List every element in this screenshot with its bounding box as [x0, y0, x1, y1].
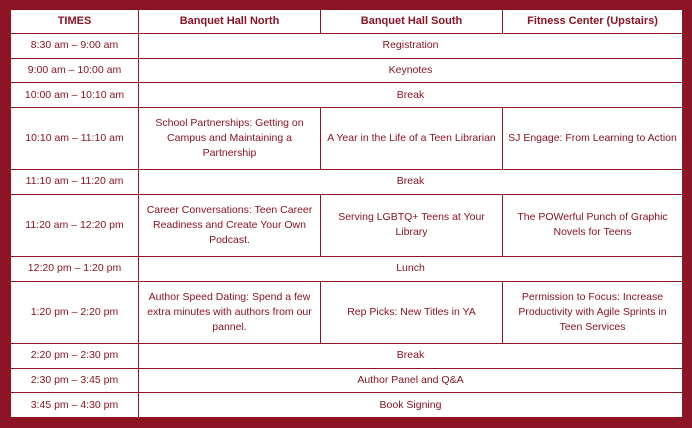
- time-slot: 2:20 pm – 2:30 pm: [11, 343, 139, 368]
- table-row: [11, 368, 683, 393]
- table-row: [11, 58, 683, 83]
- time-slot: 9:00 am – 10:00 am: [11, 58, 139, 83]
- session-all-rooms: Book Signing: [139, 393, 683, 418]
- column-header-banquet-hall-north: Banquet Hall North: [139, 10, 321, 34]
- header-row: [11, 10, 683, 34]
- session-banquet-hall-north: School Partnerships: Getting on Campus and Maintaining a Partnership: [139, 108, 321, 170]
- column-header-fitness-center: Fitness Center (Upstairs): [503, 10, 683, 34]
- table-row: [11, 393, 683, 418]
- session-all-rooms: Break: [139, 83, 683, 108]
- table-row: [11, 194, 683, 256]
- table-row: [11, 343, 683, 368]
- session-banquet-hall-north: Author Speed Dating: Spend a few extra minutes with authors from our pannel.: [139, 281, 321, 343]
- session-fitness-center: SJ Engage: From Learning to Action: [503, 108, 683, 170]
- session-all-rooms: Break: [139, 343, 683, 368]
- time-slot: 10:00 am – 10:10 am: [11, 83, 139, 108]
- time-slot: 3:45 pm – 4:30 pm: [11, 393, 139, 418]
- session-fitness-center: The POWerful Punch of Graphic Novels for Teens: [503, 194, 683, 256]
- table-row: [11, 257, 683, 282]
- column-header-times: TIMES: [11, 10, 139, 34]
- session-all-rooms: Author Panel and Q&A: [139, 368, 683, 393]
- schedule-table: [10, 9, 683, 418]
- table-body: [11, 34, 683, 418]
- table-row: [11, 170, 683, 195]
- column-header-banquet-hall-south: Banquet Hall South: [321, 10, 503, 34]
- session-all-rooms: Break: [139, 170, 683, 195]
- session-all-rooms: Lunch: [139, 257, 683, 282]
- table-row: [11, 83, 683, 108]
- table-header: [11, 10, 683, 34]
- time-slot: 11:10 am – 11:20 am: [11, 170, 139, 195]
- time-slot: 12:20 pm – 1:20 pm: [11, 257, 139, 282]
- session-banquet-hall-south: Serving LGBTQ+ Teens at Your Library: [321, 194, 503, 256]
- time-slot: 8:30 am – 9:00 am: [11, 34, 139, 59]
- session-all-rooms: Keynotes: [139, 58, 683, 83]
- session-fitness-center: Permission to Focus: Increase Productivity with Agile Sprints in Teen Services: [503, 281, 683, 343]
- table-row: [11, 281, 683, 343]
- schedule-container: [9, 8, 683, 419]
- session-banquet-hall-south: Rep Picks: New Titles in YA: [321, 281, 503, 343]
- session-banquet-hall-south: A Year in the Life of a Teen Librarian: [321, 108, 503, 170]
- time-slot: 2:30 pm – 3:45 pm: [11, 368, 139, 393]
- table-row: [11, 34, 683, 59]
- session-banquet-hall-north: Career Conversations: Teen Career Readiness and Create Your Own Podcast.: [139, 194, 321, 256]
- time-slot: 1:20 pm – 2:20 pm: [11, 281, 139, 343]
- table-row: [11, 108, 683, 170]
- session-all-rooms: Registration: [139, 34, 683, 59]
- time-slot: 11:20 am – 12:20 pm: [11, 194, 139, 256]
- time-slot: 10:10 am – 11:10 am: [11, 108, 139, 170]
